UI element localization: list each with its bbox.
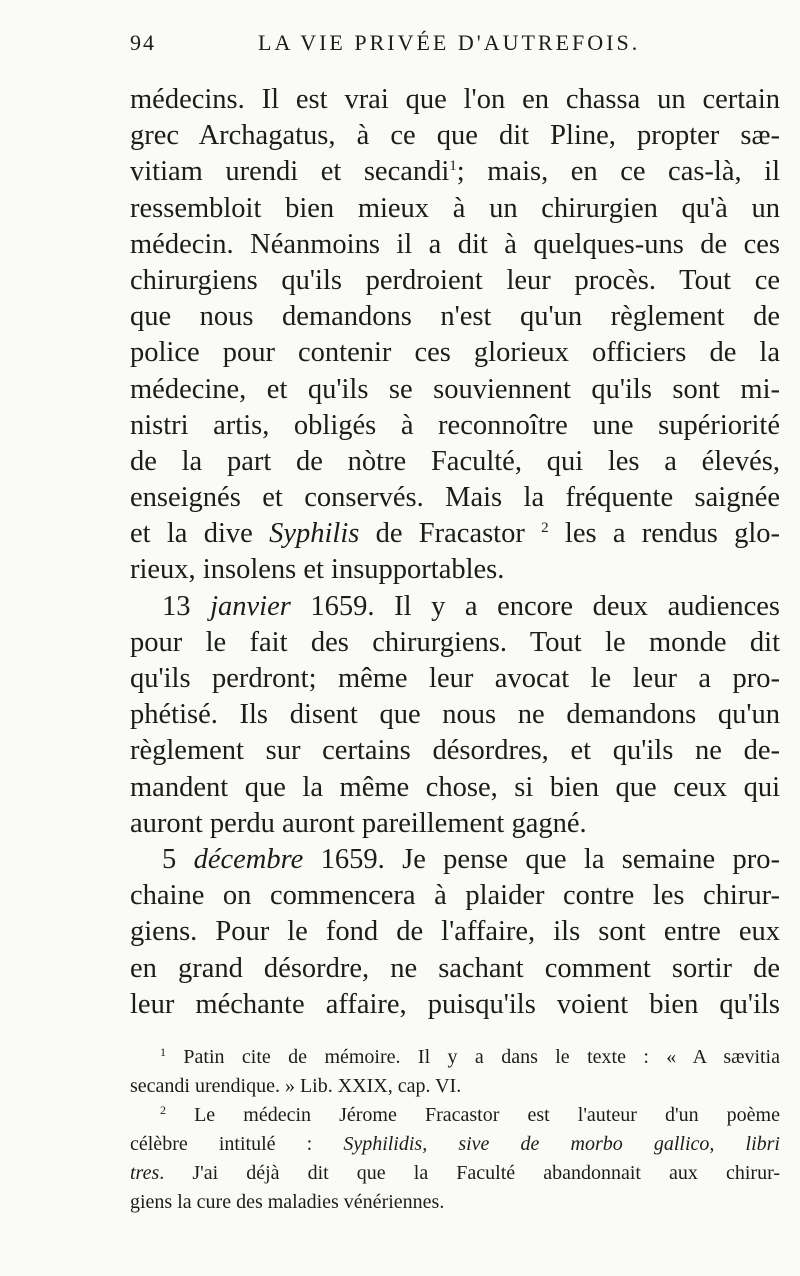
text-run: pour le fait des chirurgiens. Tout le monde dit (130, 626, 780, 658)
text-line (130, 733, 780, 769)
text-run: médecins. Il est vrai que l'on en chassa un certain (130, 84, 780, 115)
text-line (130, 589, 780, 625)
text-line (130, 191, 780, 227)
footnote-ref: 2 (541, 520, 549, 537)
text-run: leur méchante affaire, puisqu'ils voient bien qu'ils (130, 988, 780, 1020)
text-run: phétisé. Ils disent que nous ne demandons qu'un (130, 699, 780, 731)
footnote-line (130, 1043, 780, 1072)
italic-text: tres (130, 1162, 160, 1184)
text-line (130, 408, 780, 444)
text-run: chirurgiens qu'ils perdroient leur procès. Tout ce (130, 264, 780, 296)
text-line (130, 987, 780, 1023)
text-run: que nous demandons n'est qu'un règlement de (130, 301, 780, 333)
text-run: célèbre intitulé : (130, 1133, 344, 1155)
text-line (130, 299, 780, 335)
italic-text: janvier (210, 590, 291, 622)
italic-text: décembre (193, 843, 304, 875)
text-run: règlement sur certains désordres, et qu'ils ne de- (130, 735, 780, 767)
text-run: grec Archagatus, à ce que dit Pline, propter sæ- (130, 120, 780, 152)
text-run: qu'ils perdront; même leur avocat le leur a pro- (130, 663, 780, 694)
text-run: de la part de nòtre Faculté, qui les a élevés, (130, 445, 780, 477)
text-run: chaine on commencera à plaider contre les chirur- (130, 880, 780, 912)
footnote-line (130, 1159, 780, 1188)
text-run: mandent que la même chose, si bien que ceux qui (130, 771, 780, 803)
text-run: en grand désordre, ne sachant comment sortir de (130, 952, 780, 984)
text-line (130, 878, 780, 914)
text-line (130, 335, 780, 371)
text-run: 1659. Il y a encore deux audiences (290, 590, 780, 622)
text-line (130, 552, 780, 588)
footnotes (130, 1043, 780, 1217)
page-number: 94 (130, 30, 156, 55)
text-line (130, 444, 780, 480)
text-run: Le médecin Jérome Fracastor est l'auteur d'un poème (166, 1104, 780, 1126)
page-header (130, 30, 770, 64)
footnote-ref: 1 (160, 1045, 166, 1059)
text-run: médecine, et qu'ils se souviennent qu'ils sont mi- (130, 373, 780, 405)
text-line (130, 951, 780, 987)
text-line (130, 770, 780, 806)
text-line (130, 516, 780, 552)
running-title: LA VIE PRIVÉE D'AUTREFOIS. (258, 30, 641, 55)
text-run: Patin cite de mémoire. Il y a dans le texte : « A sævitia (166, 1046, 780, 1068)
text-run: giens. Pour le fond de l'affaire, ils sont entre eux (130, 916, 780, 948)
text-line (130, 806, 780, 842)
text-line (130, 118, 780, 154)
text-run: secandi urendique. » Lib. XXIX, cap. VI. (130, 1075, 462, 1097)
text-run: . J'ai déjà dit que la Faculté abandonnait aux chirur- (159, 1162, 780, 1184)
footnote-line (130, 1130, 780, 1159)
text-run: nistri artis, obligés à reconnoître une supériorité (130, 409, 780, 441)
text-line (130, 372, 780, 408)
text-line (130, 480, 780, 516)
text-line (130, 154, 780, 190)
footnote-line (130, 1101, 780, 1130)
text-run: ressembloit bien mieux à un chirurgien qu'à un (130, 192, 780, 224)
text-run: de Fracastor (359, 518, 542, 550)
text-run: ; mais, en ce cas-là, il (456, 156, 780, 188)
italic-text: Syphilidis, sive de morbo gallico, libri (343, 1133, 780, 1155)
text-run: les a rendus glo- (548, 518, 780, 550)
body-text (130, 82, 780, 1023)
footnote-ref: 2 (160, 1103, 166, 1117)
text-run: 1659. Je pense que la semaine pro- (303, 843, 780, 875)
text-line (130, 661, 780, 697)
text-run: auront perdu auront pareillement gagné. (130, 807, 587, 839)
text-run: police pour contenir ces glorieux officiers de la (130, 337, 780, 369)
text-run: giens la cure des maladies vénériennes. (130, 1191, 445, 1213)
text-line (130, 227, 780, 263)
text-run: vitiam urendi et secandi (130, 156, 450, 188)
text-line (130, 697, 780, 733)
italic-text: Syphilis (269, 518, 360, 550)
text-run: enseignés et conservés. Mais la fréquente saignée (130, 482, 780, 514)
text-line (130, 842, 780, 878)
text-run: rieux, insolens et insupportables. (130, 554, 505, 586)
footnote-ref: 1 (449, 158, 457, 175)
footnote-line (130, 1188, 780, 1217)
footnote-line (130, 1072, 780, 1101)
text-run: médecin. Néanmoins il a dit à quelques-uns de ces (130, 228, 780, 260)
text-line (130, 82, 780, 118)
text-line (130, 625, 780, 661)
text-line (130, 914, 780, 950)
text-run: et la dive (130, 518, 270, 550)
text-line (130, 263, 780, 299)
text-run: 13 (162, 590, 211, 622)
text-run: 5 (162, 843, 194, 875)
